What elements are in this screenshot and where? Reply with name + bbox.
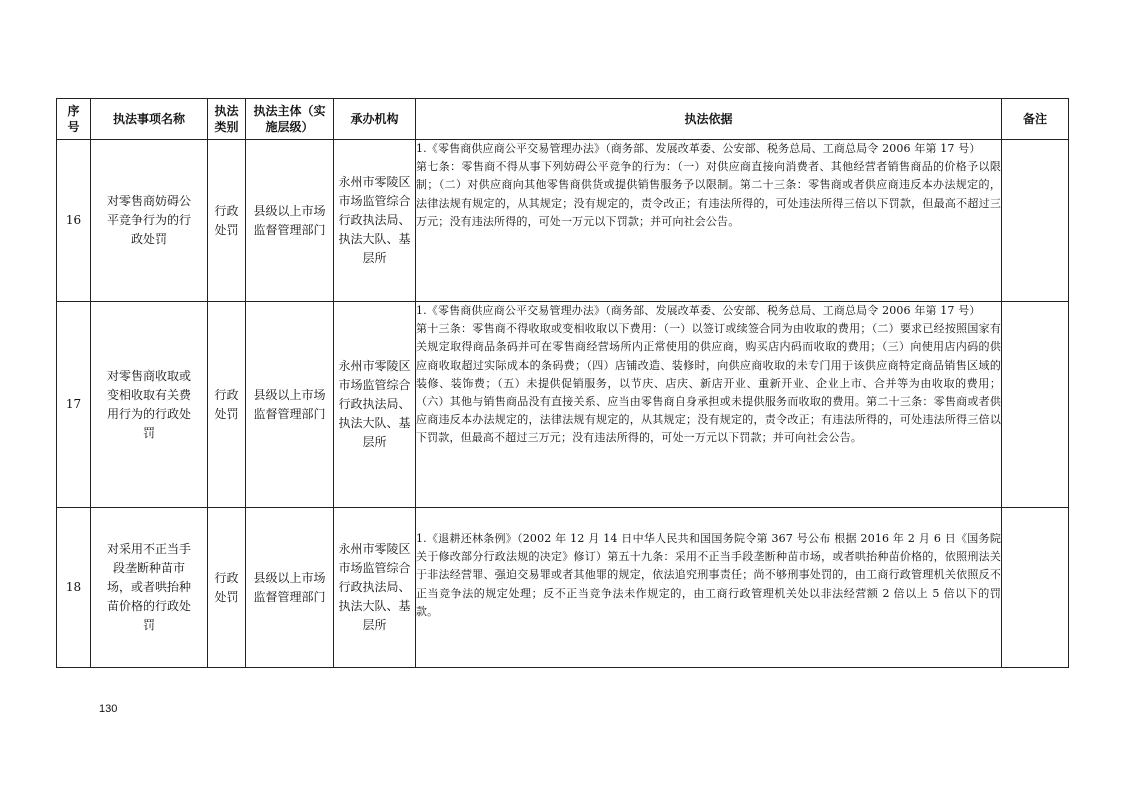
header-name: 执法事项名称 — [91, 99, 208, 140]
basis-paragraph: 1.《零售商供应商公平交易管理办法》（商务部、发展改革委、公安部、税务总局、工商总局令 2006 年第 17 号） — [416, 142, 981, 155]
header-org: 承办机构 — [334, 99, 416, 140]
item-org: 永州市零陵区市场监管综合行政执法局、执法大队、基层所 — [334, 508, 416, 668]
header-remark: 备注 — [1002, 99, 1069, 140]
item-basis — [416, 508, 1002, 668]
item-subject: 县级以上市场监督管理部门 — [246, 302, 334, 508]
item-remark — [1002, 140, 1069, 302]
item-remark — [1002, 508, 1069, 668]
page-number: 130 — [99, 703, 118, 715]
item-name: 对零售商收取或变相收取有关费用行为的行政处罚 — [91, 302, 208, 508]
row-number: 18 — [57, 508, 91, 668]
table-row — [57, 508, 1069, 668]
basis-paragraph: 1.《零售商供应商公平交易管理办法》（商务部、发展改革委、公安部、税务总局、工商总局令 2006 年第 17 号） — [416, 304, 981, 317]
table-header-row — [57, 99, 1069, 140]
item-subject: 县级以上市场监督管理部门 — [246, 140, 334, 302]
item-category: 行政处罚 — [208, 302, 246, 508]
header-subject: 执法主体（实施层级） — [246, 99, 334, 140]
item-name: 对零售商妨碍公平竞争行为的行政处罚 — [91, 140, 208, 302]
table-row — [57, 140, 1069, 302]
item-org: 永州市零陵区市场监管综合行政执法局、执法大队、基层所 — [334, 302, 416, 508]
table-row — [57, 302, 1069, 508]
item-remark — [1002, 302, 1069, 508]
item-subject: 县级以上市场监督管理部门 — [246, 508, 334, 668]
item-name: 对采用不正当手段垄断种苗市场，或者哄抬种苗价格的行政处罚 — [91, 508, 208, 668]
item-org: 永州市零陵区市场监管综合行政执法局、执法大队、基层所 — [334, 140, 416, 302]
basis-paragraph: 第十三条：零售商不得收取或变相收取以下费用：（一）以签订或续签合同为由收取的费用；（二）要求已经按照国家有关规定取得商品条码并可在零售商经营场所内正常使用的供应商，购买店内码而收取的费用；（三）向使用店内码的供应商收取超过实际成本的条码费；（四）店铺改造、装修时，向供应商收取的未专门用于该供应商特定商品销售区域的装修、装饰费；（五）未提供促销服务，以节庆、店庆、新店开业、重新开业、企业上市、合并等为由收取的费用；（六）其他与销售商品没有直接关系、应当由零售商自身承担或未提供服务而收取的费用。第二十三条：零售商或者供应商违反本办法规定的，法律法规有规定的，从其规定；没有规定的，责令改正；有违法所得的，可处违法所得三倍以下罚款，但最高不超过三万元；没有违法所得的，可处一万元以下罚款；并可向社会公告。 — [416, 322, 1001, 445]
header-no: 序号 — [57, 99, 91, 140]
item-basis — [416, 140, 1002, 302]
item-category: 行政处罚 — [208, 508, 246, 668]
row-number: 17 — [57, 302, 91, 508]
item-basis — [416, 302, 1002, 508]
basis-paragraph: 1.《退耕还林条例》（2002 年 12 月 14 日中华人民共和国国务院令第 367 号公布 根据 2016 年 2 月 6 日《国务院关于修改部分行政法规的决定》修订）第五十九条：采用不正当手段垄断种苗市场，或者哄抬种苗价格的，依照刑法关于非法经营罪、强迫交易罪或者其他罪的规定，依法追究刑事责任；尚不够刑事处罚的，由工商行政管理机关依照反不正当竞争法的规定处理；反不正当竞争法未作规定的，由工商行政管理机关处以非法经营额 2 倍以上 5 倍以下的罚款。 — [416, 532, 1001, 618]
row-number: 16 — [57, 140, 91, 302]
header-basis: 执法依据 — [416, 99, 1002, 140]
basis-paragraph: 第七条：零售商不得从事下列妨碍公平竞争的行为：（一）对供应商直接向消费者、其他经营者销售商品的价格予以限制；（二）对供应商向其他零售商供货或提供销售服务予以限制。第二十三条：零售商或者供应商违反本办法规定的，法律法规有规定的，从其规定；没有规定的，责令改正；有违法所得的，可处违法所得三倍以下罚款，但最高不超过三万元；没有违法所得的，可处一万元以下罚款；并可向社会公告。 — [416, 160, 1001, 228]
header-category: 执法类别 — [208, 99, 246, 140]
enforcement-table — [56, 98, 1069, 668]
item-category: 行政处罚 — [208, 140, 246, 302]
